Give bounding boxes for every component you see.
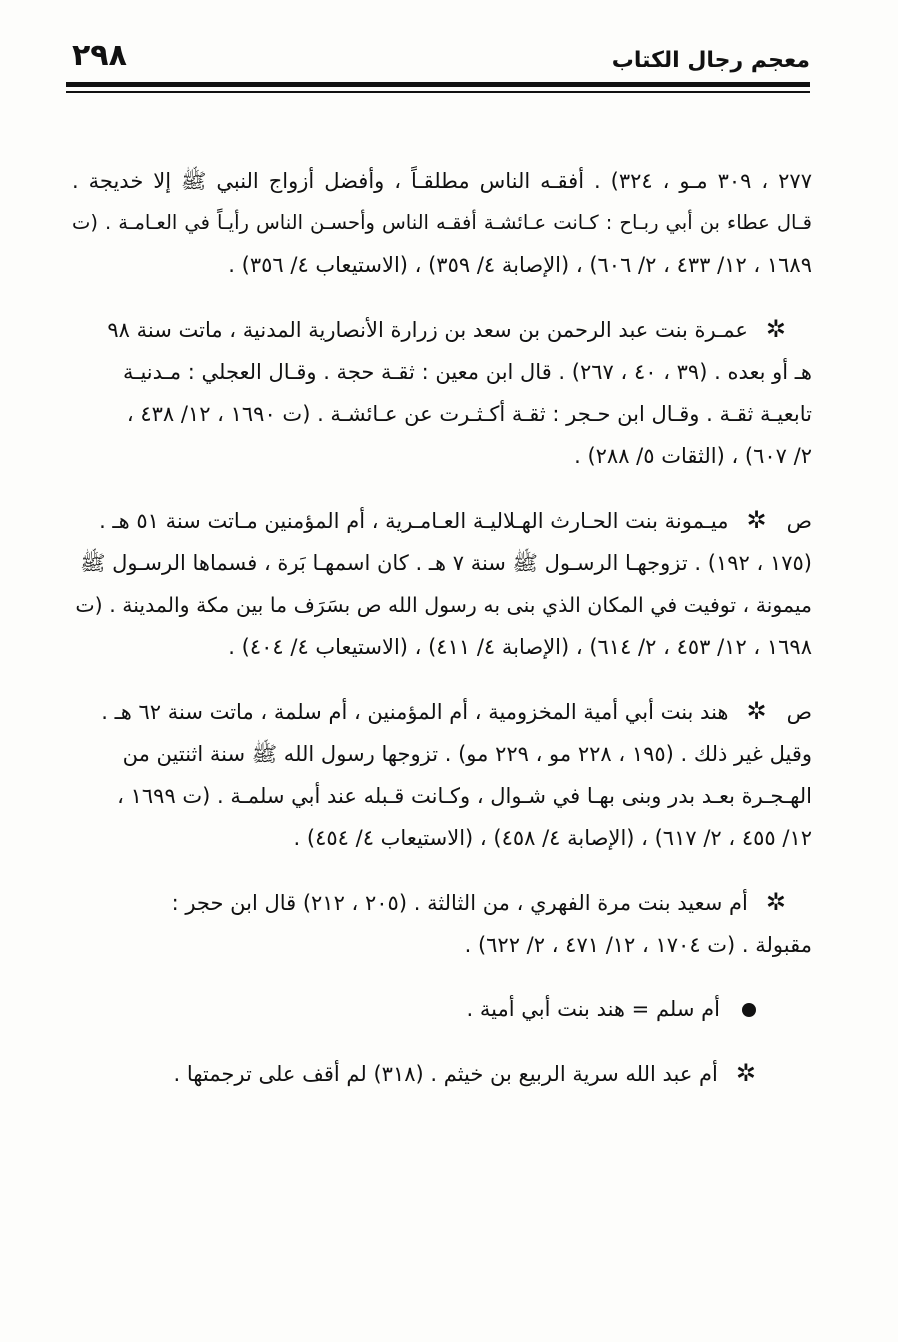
entry-prefix: ص <box>786 700 812 724</box>
text-line <box>72 308 812 351</box>
header-rule-thick <box>66 82 810 87</box>
entry-hind <box>72 690 812 859</box>
text-line-body: هند بنت أبي أمية المخزومية ، أم المؤمنين ، أم سلمة ، ماتت سنة ٦٢ هـ . <box>101 700 729 724</box>
text-line: ١٦٩٨ ، ١٢/ ٤٥٣ ، ٢/ ٦١٤) ، (الإصابة ٤/ ٤١١) ، (الاستيعاب ٤/ ٤٠٤) . <box>228 635 812 659</box>
entry-umm-said <box>72 881 812 966</box>
book-title: معجم رجال الكتاب <box>611 48 810 73</box>
page-body <box>72 160 812 1117</box>
text-line-body: عمـرة بنت عبد الرحمن بن سعد بن زرارة الأنصارية المدنية ، ماتت سنة ٩٨ <box>107 318 748 342</box>
text-line: مقبولة . (ت ١٧٠٤ ، ١٢/ ٤٧١ ، ٢/ ٦٢٢) . <box>464 933 812 957</box>
page-header <box>66 38 810 78</box>
entry-continuation <box>72 160 812 286</box>
asterisk-icon: ✲ <box>746 506 767 534</box>
text-line <box>72 988 812 1030</box>
entry-maymuna <box>72 499 812 668</box>
header-rule-thin <box>66 91 810 93</box>
text-line: هـ أو بعده . (٣٩ ، ٤٠ ، ٢٦٧) . قال ابن معين : ثقـة حجة . وقـال العجلي : مـدنيـة <box>123 360 812 384</box>
text-line-body: أم سعيد بنت مرة الفهري ، من الثالثة . (٢٠٥ ، ٢١٢) قال ابن حجر : <box>171 891 748 915</box>
entry-prefix: ص <box>786 509 812 533</box>
text-line-body: ميـمونة بنت الحـارث الهـلاليـة العـامـرية ، أم المؤمنين مـاتت سنة ٥١ هـ . <box>99 509 729 533</box>
asterisk-icon: ✲ <box>765 315 786 343</box>
text-line: ٢/ ٦٠٧) ، (الثقات ٥/ ٢٨٨) . <box>574 444 812 468</box>
page-number: ٢٩٨ <box>72 38 127 73</box>
text-line: قـال عطاء بن أبي ربـاح : كـانت عـائشـة أفقـه الناس وأحسـن الناس رأيـاً في العـامـة . (ت <box>72 211 812 234</box>
text-line-body: أم عبد الله سرية الربيع بن خيثم . (٣١٨) لم أقف على ترجمتها . <box>173 1062 718 1086</box>
asterisk-icon: ✲ <box>746 697 767 725</box>
text-line <box>72 690 812 733</box>
text-line: ١٦٨٩ ، ١٢/ ٤٣٣ ، ٢/ ٦٠٦) ، (الإصابة ٤/ ٣٥٩) ، (الاستيعاب ٤/ ٣٥٦) . <box>228 253 812 277</box>
bullet-icon <box>742 1003 756 1017</box>
text-line: (١٧٥ ، ١٩٢) . تزوجهـا الرسـول ﷺ سنة ٧ هـ . كان اسمهـا بَرة ، فسماها الرسـول ﷺ <box>80 551 812 575</box>
text-line <box>72 881 812 924</box>
cross-reference-text: أم سلم = هند بنت أبي أمية . <box>466 997 720 1021</box>
text-line: وقيل غير ذلك . (١٩٥ ، ٢٢٨ مو ، ٢٢٩ مو) . تزوجها رسول الله ﷺ سنة اثنتين من <box>122 742 812 766</box>
asterisk-icon: ✲ <box>765 888 786 916</box>
entry-amra <box>72 308 812 477</box>
text-line: ١٢/ ٤٥٥ ، ٢/ ٦١٧) ، (الإصابة ٤/ ٤٥٨) ، (الاستيعاب ٤/ ٤٥٤) . <box>293 826 812 850</box>
entry-umm-abdullah <box>72 1052 812 1095</box>
text-line <box>72 499 812 542</box>
asterisk-icon: ✲ <box>735 1059 756 1087</box>
cross-reference <box>72 988 812 1030</box>
text-line <box>72 1052 812 1095</box>
text-line: الهـجـرة بعـد بدر وبنى بهـا في شـوال ، وكـانت قـبله عند أبي سلمـة . (ت ١٦٩٩ ، <box>117 784 812 808</box>
text-line: تابعيـة ثقـة . وقـال ابن حـجر : ثقـة أكـثـرت عن عـائشـة . (ت ١٦٩٠ ، ١٢/ ٤٣٨ ، <box>126 402 812 426</box>
text-line: ٢٧٧ ، ٣٠٩ مـو ، ٣٢٤) . أفقـه الناس مطلقـاً ، وأفضل أزواج النبي ﷺ إلا خديجة . <box>72 169 812 193</box>
text-line: ميمونة ، توفيت في المكان الذي بنى به رسول الله ص بسَرَف ما بين مكة والمدينة . (ت <box>75 593 812 617</box>
